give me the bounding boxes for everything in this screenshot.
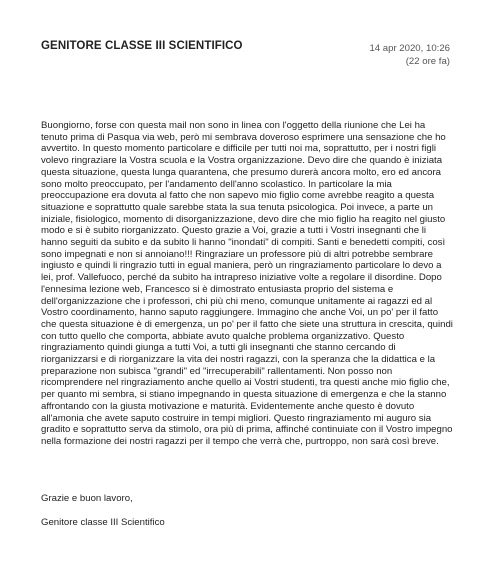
message-body: Buongiorno, forse con questa mail non sono in linea con l'oggetto della riunione che Lei ha tenuto prima di Pasqua via web, però mi sembrava doveroso esprimere una sensazione che ho avvertito. In questo momento particolare e difficile per tutti noi ma, soprattutto, per i nostri figli volevo ringraziare la Vostra scuola e la Vostra organizzazione. Devo dire che quando è iniziata questa situazione, questa lunga quarantena, che presumo durerà ancora molto, ero ed ancora sono molto preoccupato, per l'andamento dell'anno scolastico. In particolare la mia preoccupazione era dovuta al fatto che non sapevo mio figlio come avrebbe reagito a questa situazione e soprattutto quale sarebbe stata la sua tenuta psicologica. Poi invece, a parte un iniziale, fisiologico, momento di disorganizzazione, devo dire che mio figlio ha reagito nel giusto modo e si è subito riorganizzato. Questo grazie a Voi, grazie a tutti i Vostri insegnanti che li hanno seguiti da subito e da subito li hanno "inondati" di compiti. Santi e benedetti compiti, così sono impegnati e non si annoiano!!! Ringraziare un professore più di altri potrebbe sembrare ingiusto e quindi li ringrazio tutti in egual maniera, però un ringraziamento particolare lo devo a lei, prof. Vallefuoco, perché da subito ha intrapreso iniziative volte a regolare il disordine. Dopo l'ennesima lezione web, Francesco si è dimostrato entusiasta proprio del sistema e dell'organizzazione che i professori, chi più chi meno, comunque unitamente ai ragazzi ed al Vostro coordinamento, hanno saputo raggiungere. Immagino che anche Voi, un po' per il fatto che questa situazione è di emergenza, un po' per il fatto che siete una struttura in crescita, quindi con tutto quello che comporta, abbiate avuto qualche problema organizzativo. Questo ringraziamento quindi giunga a tutti Voi, a tutti gli insegnanti che stanno cercando di riorganizzarsi e di riorganizzare la vita dei nostri ragazzi, con la speranza che la didattica e la preparazione non subisca "grandi" ed "irrecuperabili" rallentamenti. Non posso non ricomprendere nel ringraziamento anche quello ai Vostri studenti, tra questi anche mio figlio che, per quanto mi sembra, si stiano impegnando in questa situazione di emergenza e che la stanno affrontando con la giusta motivazione e maturità. Evidentemente anche questo è dovuto all'amonia che avete saputo costruire in tempi migliori. Questo ringraziamento mi auguro sia gradito e soprattutto serva da stimolo, ora più di prima, affinché continuiate con il Vostro impegno nella formazione dei nostri ragazzi per il tempo che verrà che, purtroppo, non sarà così breve. [41, 120, 453, 447]
message-signature: Genitore classe III Scientifico [41, 517, 165, 528]
sender-name: GENITORE CLASSE III SCIENTIFICO [41, 40, 243, 52]
message-timestamp [369, 42, 450, 68]
message-relative-time: (22 ore fa) [405, 56, 450, 67]
message-closing: Grazie e buon lavoro, [41, 493, 133, 504]
message-date: 14 apr 2020, 10:26 [369, 43, 450, 54]
